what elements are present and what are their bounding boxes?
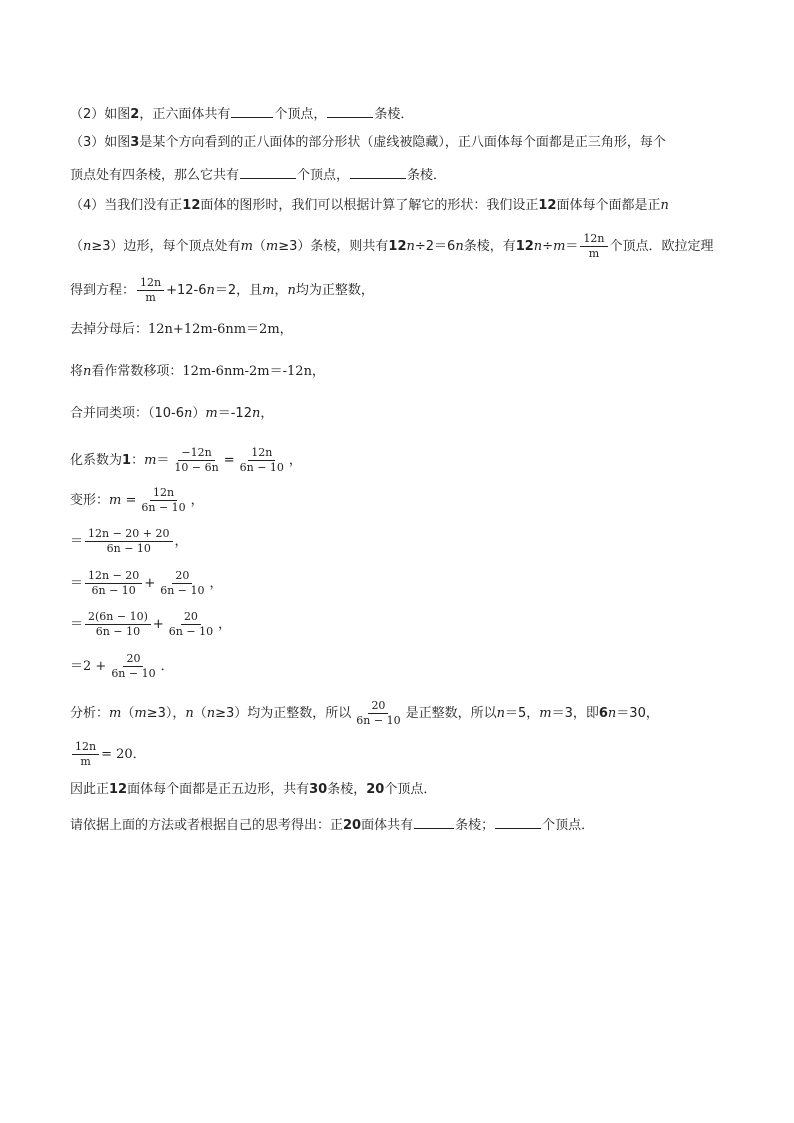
fraction: $\frac{12n - 20 + 20}{6n - 10}$ bbox=[85, 527, 173, 556]
text: 20 bbox=[343, 818, 362, 833]
equation: 12n+12m-6nm＝2m， bbox=[148, 322, 293, 337]
text: ，正六面体共有 bbox=[139, 107, 231, 122]
text: ≥3）均为正整数，所以 bbox=[215, 706, 352, 721]
text: 12 bbox=[538, 198, 557, 213]
text: 个顶点， bbox=[274, 107, 327, 122]
fraction: $\frac{20}{6n - 10}$ bbox=[168, 610, 214, 638]
equation: 12m-6nm-2m＝-12n， bbox=[182, 364, 325, 379]
text: ） bbox=[192, 406, 206, 421]
text: ， bbox=[288, 453, 302, 468]
answer-blank[interactable] bbox=[350, 165, 406, 179]
fraction: $\frac{12n - 20}{6n - 10}$ bbox=[85, 569, 142, 598]
text: 12 bbox=[109, 782, 128, 797]
equation: m = bbox=[109, 493, 137, 508]
variable: n bbox=[206, 283, 215, 298]
step-move-terms bbox=[70, 363, 325, 381]
text: ＝ bbox=[70, 576, 84, 591]
text: ÷ bbox=[542, 239, 554, 254]
text: 将 bbox=[70, 364, 84, 379]
variable: n bbox=[83, 364, 92, 379]
step-coefficient bbox=[70, 446, 302, 475]
text: ＝5， bbox=[504, 706, 540, 721]
answer-blank[interactable] bbox=[231, 104, 273, 118]
text: 个顶点． bbox=[384, 782, 437, 797]
text: ＝ bbox=[565, 239, 579, 254]
text: （ bbox=[252, 239, 266, 254]
text: 面体的图形时，我们可以根据计算了解它的形状：我们设正 bbox=[200, 198, 539, 213]
text: 个顶点， bbox=[297, 168, 350, 183]
text: 变形： bbox=[70, 493, 110, 508]
text: = 20 bbox=[101, 747, 133, 762]
fraction: $\frac{2(6n - 10)}{6n - 10}$ bbox=[85, 610, 151, 639]
text: ． bbox=[132, 747, 146, 762]
answer-blank[interactable] bbox=[414, 815, 454, 829]
variable: n bbox=[496, 706, 505, 721]
analysis-line-2 bbox=[70, 740, 146, 769]
answer-blank[interactable] bbox=[495, 815, 541, 829]
final-question-line bbox=[70, 815, 594, 835]
text: 12 bbox=[182, 198, 201, 213]
text: （4）当我们没有正 bbox=[70, 198, 183, 213]
text: 1 bbox=[122, 453, 132, 468]
variable: m bbox=[553, 239, 566, 254]
text: （ bbox=[70, 239, 84, 254]
variable: n bbox=[287, 283, 296, 298]
text: 去掉分母后： bbox=[70, 322, 149, 337]
variable: n bbox=[251, 406, 261, 421]
variable: m bbox=[134, 706, 147, 721]
step-clear-denominator bbox=[70, 321, 293, 339]
text: 合并同类项：（10-6 bbox=[70, 406, 185, 421]
text: 面体每个面都是正五边形，共有 bbox=[127, 782, 310, 797]
analysis-line-1 bbox=[70, 699, 659, 728]
text: ， bbox=[218, 617, 232, 632]
text: （ bbox=[193, 706, 207, 721]
question-3-line-1 bbox=[70, 134, 666, 152]
text: 6 bbox=[598, 706, 608, 721]
question-2-line bbox=[70, 104, 413, 124]
text: 看作常数移项： bbox=[91, 364, 183, 379]
variable: n bbox=[184, 406, 193, 421]
text: 条棱，有 bbox=[463, 239, 516, 254]
text: 均为正整数， bbox=[295, 283, 374, 298]
fraction: $\frac{12n}{6n - 10}$ bbox=[141, 486, 186, 514]
text: （2）如图 bbox=[70, 107, 131, 122]
conclusion-line bbox=[70, 781, 436, 799]
text: ≥3）边形，每个顶点处有 bbox=[91, 239, 241, 254]
text: 20 bbox=[366, 782, 385, 797]
fraction: $\frac{12n}{m}$ bbox=[137, 276, 164, 305]
text: 顶点处有四条棱，那么它共有 bbox=[70, 168, 240, 183]
variable: n bbox=[406, 239, 415, 254]
text: = bbox=[223, 453, 235, 468]
text: 12 bbox=[515, 239, 534, 254]
variable: m bbox=[109, 706, 122, 721]
variable: n bbox=[206, 706, 216, 721]
variable: n bbox=[660, 198, 669, 213]
text: ＝ bbox=[156, 453, 170, 468]
text: ≥3）条棱，则共有 bbox=[278, 239, 389, 254]
text: 请依据上面的方法或者根据自己的思考得出：正 bbox=[70, 818, 344, 833]
text: 分析： bbox=[70, 706, 110, 721]
text: ， bbox=[274, 283, 288, 298]
question-4-line-3 bbox=[70, 276, 374, 305]
step-combine bbox=[70, 405, 273, 423]
variable: n bbox=[455, 239, 464, 254]
text: 3 bbox=[130, 135, 140, 150]
answer-blank[interactable] bbox=[327, 104, 373, 118]
text: + bbox=[144, 576, 156, 591]
variable: n bbox=[185, 706, 194, 721]
text: 2 + bbox=[83, 659, 107, 674]
variable: n bbox=[607, 706, 617, 721]
text: （ bbox=[121, 706, 135, 721]
text: ＝ bbox=[70, 659, 84, 674]
fraction: $\frac{20}{6n - 10}$ bbox=[356, 699, 401, 727]
text: ＝ bbox=[70, 617, 84, 632]
text: 得到方程： bbox=[70, 283, 136, 298]
text: 是正整数，所以 bbox=[405, 706, 497, 721]
fraction: $\frac{12n}{m}$ bbox=[72, 740, 99, 769]
text: ＝-12 bbox=[217, 406, 252, 421]
text: + bbox=[152, 617, 164, 632]
text: ＝3，即 bbox=[551, 706, 599, 721]
fraction: $\frac{20}{6n - 10}$ bbox=[160, 569, 205, 597]
variable: m bbox=[240, 239, 253, 254]
variable: n bbox=[83, 239, 92, 254]
text: 条棱． bbox=[407, 168, 447, 183]
fraction: $\frac{20}{6n - 10}$ bbox=[111, 652, 156, 680]
fraction: $\frac{12n}{m}$ bbox=[580, 232, 607, 261]
step-transform-5 bbox=[70, 652, 174, 681]
text: 是某个方向看到的正八面体的部分形状（虚线被隐藏），正八面体每个面都是正三角形，每个 bbox=[139, 135, 666, 150]
step-transform-2 bbox=[70, 527, 188, 556]
text: +12-6 bbox=[166, 283, 207, 298]
step-transform-3 bbox=[70, 569, 223, 598]
text: ≥3）， bbox=[146, 706, 186, 721]
text: ÷2＝6 bbox=[414, 239, 456, 254]
text: 化系数为 bbox=[70, 453, 123, 468]
variable: m bbox=[205, 406, 218, 421]
question-4-line-2 bbox=[70, 232, 714, 261]
step-transform-4 bbox=[70, 610, 231, 639]
text: ， bbox=[209, 576, 223, 591]
text: ＝ bbox=[70, 534, 84, 549]
variable: m bbox=[265, 239, 279, 254]
question-3-line-2 bbox=[70, 165, 446, 185]
text: ＝30， bbox=[616, 706, 659, 721]
text: 30 bbox=[309, 782, 328, 797]
step-transform bbox=[70, 486, 204, 515]
text: ， bbox=[190, 493, 204, 508]
fraction: $\frac{-12n}{10 - 6n}$ bbox=[174, 446, 219, 474]
text: 因此正 bbox=[70, 782, 110, 797]
fraction: $\frac{12n}{6n - 10}$ bbox=[239, 446, 284, 474]
answer-blank[interactable] bbox=[240, 165, 296, 179]
variable: m bbox=[144, 453, 157, 468]
text: ， bbox=[260, 406, 274, 421]
text: ＝2，且 bbox=[214, 283, 263, 298]
text: ， bbox=[174, 534, 188, 549]
text: ： bbox=[131, 453, 145, 468]
text: ． bbox=[160, 659, 174, 674]
text: 个顶点．欧拉定理 bbox=[609, 239, 714, 254]
text: 条棱； bbox=[455, 818, 495, 833]
variable: n bbox=[533, 239, 543, 254]
variable: m bbox=[262, 283, 275, 298]
text: 个顶点． bbox=[542, 818, 595, 833]
text: 面体每个面都是正 bbox=[556, 198, 661, 213]
text: 2 bbox=[130, 107, 140, 122]
text: 条棱． bbox=[374, 107, 414, 122]
text: （3）如图 bbox=[70, 135, 131, 150]
variable: m bbox=[539, 706, 552, 721]
text: 条棱， bbox=[327, 782, 367, 797]
text: 面体共有 bbox=[361, 818, 414, 833]
question-4-line-1 bbox=[70, 197, 669, 215]
text: 12 bbox=[388, 239, 407, 254]
